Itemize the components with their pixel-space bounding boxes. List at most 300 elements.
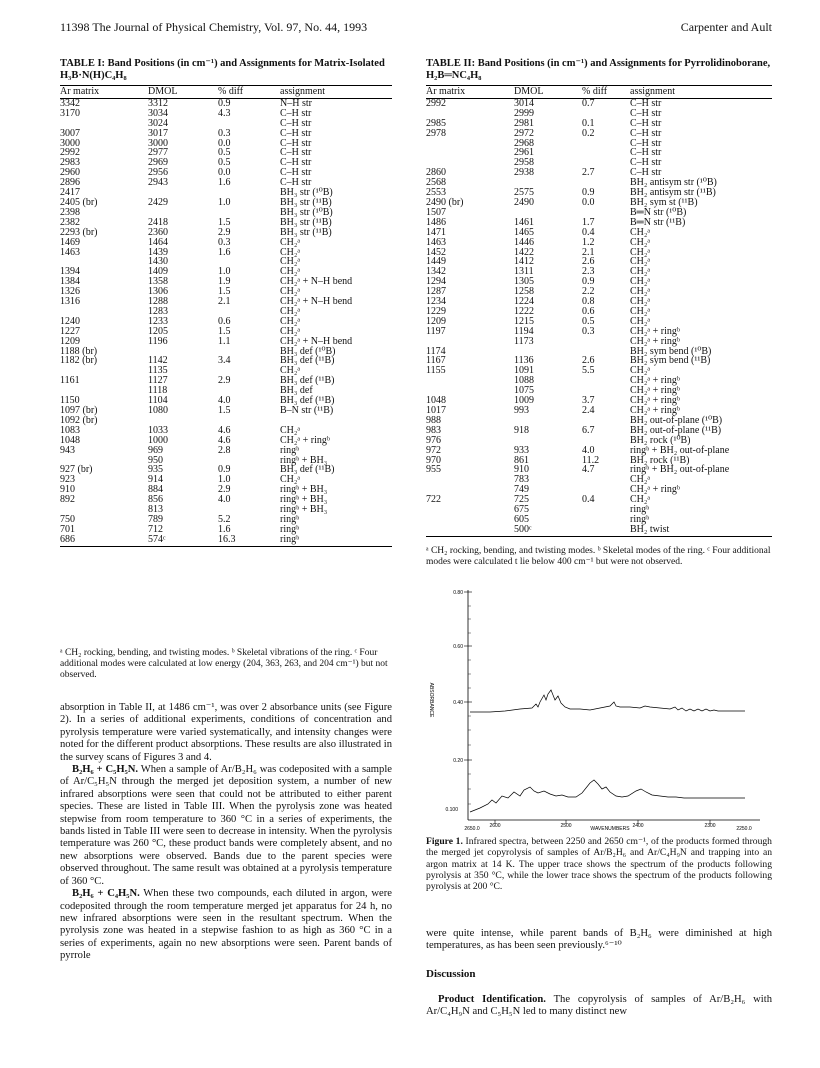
x-axis-label: WAVENUMBERS [590,826,630,832]
table2-header: Ar matrix [426,86,514,99]
table2-cell: CH₂ᵃ [630,494,651,506]
table1-row [60,297,392,307]
table1-cell: 2398 [60,206,80,218]
table2-row [426,426,772,436]
paragraph-text: The copyrolysis of samples of Ar/B₂H₆ with Ar/C₄H₉N and C₅H₅N led to many distinct new [426,994,772,1018]
table2-cell: 0.1 [582,117,595,129]
table1-cell: 950 [148,454,163,466]
table1-cell: 3170 [60,107,80,119]
table1-cell: 2.8 [218,444,231,456]
table2-cell: 605 [514,513,529,525]
table1-row [60,109,392,119]
table1-cell: 1135 [148,365,168,377]
table1-cell: 1.5 [218,325,231,337]
table2-cell: CH₂ᵃ [630,236,651,248]
table2-cell [426,475,514,485]
table2-row [426,228,772,238]
table1-cell: 4.0 [218,395,231,407]
table2-cell: 2985 [426,117,446,129]
table1-cell: 0.0 [218,137,231,149]
table1-row [60,356,392,366]
table2-cell: 0.5 [582,315,595,327]
y-tick-labels [445,590,463,813]
table2-cell: 500ᶜ [514,525,582,536]
table2-cell: 1009 [514,395,534,407]
table2-cell: BH₂ antisym str (¹¹B) [630,187,716,199]
table2-cell: C–H str [630,167,662,179]
table1-cell: ringᵇ + BH₃ [280,494,328,506]
table2-cell: C–H str [630,137,662,149]
table2-cell: 1446 [514,236,534,248]
table2-cell: 2.1 [582,246,595,258]
table1-cell: 0.6 [218,315,231,327]
table2-cell: ringᵇ [630,504,650,516]
table1-cell: C–H str [280,117,312,129]
table1-cell: ringᵇ [280,535,392,546]
table1-cell: 0.3 [218,236,231,248]
table2-row [426,446,772,456]
table1-cell: 701 [60,523,75,535]
table2-cell: 1173 [514,335,534,347]
table1-cell: 1.9 [218,276,231,288]
table1-cell: 1316 [60,296,80,308]
table2-cell: 2961 [514,147,534,159]
x-tick-label: 2250.0 [736,826,752,832]
table2-cell: CH₂ᵃ [630,365,651,377]
table2-row [426,366,772,376]
table1-cell: ringᵇ + BH₃ [280,504,328,516]
table2-cell [426,505,514,515]
table1-header: DMOL [148,86,218,99]
table1-cell: CH₂ᵃ + N–H bend [280,335,353,347]
table1-cell: 1080 [148,405,168,416]
table2-cell: CH₂ᵃ + ringᵇ [630,325,680,337]
table2-cell: 2.4 [582,405,595,416]
table2-cell: BH₂ sym bend (¹⁰B) [630,345,712,357]
table2-row [426,277,772,287]
table1-cell: C–H str [280,127,312,139]
table2-row [426,505,772,515]
table1-cell: B–N str (¹¹B) [280,405,334,416]
table1-cell: 1182 (br) [60,355,98,367]
table2-cell: 0.4 [582,226,595,238]
table2-cell: 993 [514,405,529,416]
table2-cell: 0.6 [582,305,595,317]
table2-cell: 972 [426,444,441,456]
table1-cell: CH₂ᵃ [280,424,301,436]
table2-cell: 2938 [514,167,534,179]
table2-cell: 0.9 [582,276,595,288]
table1-cell: 1118 [148,385,168,397]
table1-cell: 3034 [148,107,168,119]
table1-cell: 2977 [148,147,168,159]
table2-row [426,386,772,396]
table1-cell: 2983 [60,157,80,169]
body-paragraph [60,702,392,764]
table2-cell: CH₂ᵃ [630,286,651,298]
paragraph-text: When a sample of Ar/B₂H₆ was codeposited with a sample of Ar/C₅H₅N through the merged jet deposition system, a number of new infrared absorptions were seen that could not be attributed to either parent species. These are listed in Table III. When the pyrolysis zone was heated stepwise from room temperature to 360 °C in a series of experiments, the bands listed in Table III were seen to decrease in intensity. When the pyrolysis temperature was 260 °C, these product bands were completely absent, and no new absorptions were observed. Bands due to the parent species were observed throughout. The same result was obtained at a pyrolysis temperature of 360 °C. [60,764,392,887]
table1-cell: 3000 [60,137,80,149]
table1-cell: 750 [60,513,75,525]
table2-cell: ringᵇ [630,513,650,525]
table1-row [60,376,392,386]
table1-cell: CH₂ᵃ + N–H bend [280,276,353,288]
table1-cell: 2.9 [218,226,231,238]
table1-row [60,406,392,416]
table1-cell: C–H str [280,157,312,169]
table1-cell: CH₂ᵃ [280,266,301,278]
table2-row [426,267,772,277]
table1-cell: 0.5 [218,157,231,169]
table2-cell [426,515,514,525]
table2-header: assignment [630,86,772,99]
table1-cell: BH₃ str (¹⁰B) [280,206,333,218]
table1-cell: 1288 [148,296,168,308]
table1-cell: ringᵇ + BH₃ [280,484,328,496]
y-tick-label: 0.20 [453,758,463,764]
table2-cell: 3014 [514,97,534,109]
table1-cell: 884 [148,484,163,496]
table2-cell: CH₂ᵃ [630,266,651,278]
table1-cell: 1097 (br) [60,405,98,416]
table2-cell: BH₂ out-of-plane (¹⁰B) [630,414,723,426]
table2-row [426,297,772,307]
table1-cell: 1142 [148,355,168,367]
table2-cell: 970 [426,454,441,466]
table1-cell: 1.5 [218,405,231,416]
table2-cell: C–H str [630,127,662,139]
figure1-caption-lead: Figure 1. [426,836,463,847]
table2-cell: ringᵇ + BH₂ out-of-plane [630,444,730,456]
table2-cell: C–H str [630,107,662,119]
table1-cell: BH₃ str (¹¹B) [280,226,332,238]
table2-row [426,188,772,198]
table2-cell: 2978 [426,127,446,139]
table2-cell: 2.6 [582,256,595,268]
table2-cell: 1136 [514,355,534,367]
table2-cell: 2.6 [582,355,595,367]
table2-cell: BH₂ twist [630,525,772,536]
table1-cell: 2405 (br) [60,196,98,208]
table2-cell: BH₂ out-of-plane (¹¹B) [630,424,722,436]
table1-cell: 16.3 [218,535,280,546]
body-paragraph: were quite intense, while parent bands of B₂H₆ were diminished at high temperatures, as has been seen previously.⁶⁻¹⁰ [426,928,772,952]
table2-cell [582,139,630,149]
table2-cell: 2968 [514,137,534,149]
table2-row [426,475,772,485]
paragraph-lead: Product Identification. [438,994,546,1005]
table2-row [426,257,772,267]
table1-cell: 910 [60,484,75,496]
table2-row [426,465,772,475]
paragraph-text: When these two compounds, each diluted in argon, were codeposited through the room temperature merged jet apparatus for 24 h, no new infrared absorptions were seen in the resultant spectrum. When the pyrolysis zone was heated in a stepwise fashion to as high as 360 °C in a series of experiments, again no new absorptions were seen. Parent bands of pyrrole [60,888,392,962]
table2-cell [426,139,514,149]
table1-cell: BH₃ str (¹¹B) [280,216,332,228]
table1-cell: CH₂ᵃ [280,325,301,337]
table1-cell: 969 [148,444,163,456]
table2-cell [426,525,514,536]
table1-cell: CH₂ᵃ + ringᵇ [280,434,330,446]
table1-cell: 1233 [148,315,168,327]
table1-cell: 2992 [60,147,80,159]
table1-cell: ringᵇ [280,523,300,535]
table2-cell [582,337,630,347]
table2-cell: 1167 [426,355,446,367]
table1-cell: 1083 [60,424,80,436]
table2-row [426,218,772,228]
table1-cell: C–H str [280,177,312,189]
table2-cell [426,376,514,386]
table1-cell: BH₃ def (¹¹B) [280,355,335,367]
table1-cell: 686 [60,535,148,546]
table2-cell: 2553 [426,187,446,199]
paragraph-text: absorption in Table II, at 1486 cm⁻¹, was over 2 absorbance units (see Figure 2). In a series of additional experiments, conditions of concentration and pyrolysis temperature were varied systematically, and intensity changes were noted for the different product absorptions. These results are also illustrated in the survey scans of Figures 3 and 4. [60,702,392,763]
table2-cell: 0.7 [582,97,595,109]
table2-row [426,178,772,188]
table1-cell: 2.9 [218,375,231,387]
table1-cell: 2.9 [218,484,231,496]
table1-cell: C–H str [280,137,312,149]
table1-cell: 1227 [60,325,80,337]
table1-footnote: ᵃ CH₂ rocking, bending, and twisting modes. ᵇ Skeletal vibrations of the ring. ᶜ Four additional modes were calculated at low energy (204, 363, 263, and 204 cm⁻¹) but not observed. [60,648,388,680]
table1-cell: 3024 [148,117,168,129]
table2-row [426,148,772,158]
table1-cell: CH₂ᵃ [280,236,301,248]
table1-cell: 1048 [60,434,80,446]
table2-cell: 2972 [514,127,534,139]
body-text-left [60,702,392,963]
table1-cell: 2417 [60,187,80,199]
table1-cell: 1127 [148,375,168,387]
table2-cell: 1294 [426,276,446,288]
table2-cell: 1075 [514,385,534,397]
table1-header: Ar matrix [60,86,148,99]
table2-cell: CH₂ᵃ [630,256,651,268]
table2-cell: CH₂ᵃ + ringᵇ [630,375,680,387]
table2-cell [582,515,630,525]
x-tick-label: 2500 [560,823,572,829]
table2-cell: 2992 [426,97,446,109]
table2-cell: 1215 [514,315,534,327]
table1-cell: 4.3 [218,107,231,119]
table2-cell: C–H str [630,117,662,129]
table2-cell [582,148,630,158]
table2-cell: 1471 [426,226,446,238]
table2-row [426,248,772,258]
table2-cell: CH₂ᵃ + ringᵇ [630,484,680,496]
table2-row [426,376,772,386]
table2-cell: 3.7 [582,395,595,407]
table1-cell: 943 [60,444,75,456]
table1-cell: 3342 [60,97,80,109]
table2-cell: CH₂ᵃ [630,296,651,308]
table1-cell: 813 [148,504,163,516]
table2-header: DMOL [514,86,582,99]
figure1-caption [426,836,772,892]
table2-cell [582,475,630,485]
table2-cell: 955 [426,464,441,476]
y-tick-label: 0.80 [453,590,463,596]
table2-cell: 1287 [426,286,446,298]
table2-cell: B═N str (¹¹B) [630,216,686,228]
table2-cell: 1465 [514,226,534,238]
table2-cell: 1048 [426,395,446,407]
table2-cell: BH₂ rock (¹⁰B) [630,434,691,446]
table2-row [426,515,772,525]
table1-cell: ringᵇ [280,444,300,456]
table2-cell: 1091 [514,365,534,377]
table1-cell: 1384 [60,276,80,288]
section-heading-discussion: Discussion [426,968,476,980]
table1-cell: CH₂ᵃ [280,256,301,268]
table1-cell: 1.0 [218,266,231,278]
table1-cell: 3007 [60,127,80,139]
table2-cell: 783 [514,474,529,486]
table2-row [426,287,772,297]
table1-cell: 1000 [148,434,168,446]
table1-header: % diff [218,86,280,99]
table1-cell: 2293 (br) [60,226,98,238]
table1-cell: 923 [60,474,75,486]
x-tick-labels [464,823,752,832]
table1-cell: BH₃ def (¹¹B) [280,395,335,407]
table2-cell: 2575 [514,187,534,199]
table2-cell: 1422 [514,246,534,258]
table2-cell: 2568 [426,177,446,189]
table1-cell: ringᵇ [280,513,300,525]
table2-row [426,317,772,327]
table2-cell: 976 [426,434,441,446]
body-paragraph [426,994,772,1019]
table2-row [426,396,772,406]
table1-cell: CH₂ᵃ [280,315,301,327]
table1-cell: BH₃ def (¹¹B) [280,375,335,387]
table1-cell: CH₂ᵃ [280,286,301,298]
table2-cell: CH₂ᵃ + ringᵇ [630,385,680,397]
table2-cell: 918 [514,424,529,436]
table2-row [426,356,772,366]
table2-cell: 2981 [514,117,534,129]
table1-cell: 1430 [148,256,168,268]
table2-cell: 5.5 [582,365,595,377]
table1-row [60,238,392,248]
table1-cell: 3312 [148,97,168,109]
table2-cell: 4.0 [582,444,595,456]
body-text-right-2 [426,994,772,1019]
table2-cell: 1507 [426,206,446,218]
table1-cell: 1.1 [218,335,231,347]
table2-cell: ringᵇ + BH₂ out-of-plane [630,464,730,476]
table2-cell: 1258 [514,286,534,298]
table1-cell: 892 [60,494,75,506]
table2-row [426,119,772,129]
table1-cell: 1.5 [218,216,231,228]
table1-cell: 1205 [148,325,168,337]
table1-cell: BH₃ def (¹⁰B) [280,345,336,357]
table1-cell: 1.6 [218,246,231,258]
table2-cell: 988 [426,414,441,426]
table2-row [426,347,772,357]
table1-cell: 3.4 [218,355,231,367]
table2-footnote: ᵃ CH₂ rocking, bending, and twisting modes. ᵇ Skeletal modes of the ring. ᶜ Four additional modes were calculated t lie below 400 cm⁻¹ but were not observed. [426,546,771,567]
table1-cell: 3017 [148,127,168,139]
table1-row [60,535,392,546]
table2-cell: C–H str [630,157,662,169]
table1-cell: CH₂ᵃ [280,246,301,258]
table1-caption: TABLE I: Band Positions (in cm⁻¹) and Assignments for Matrix-Isolated H₃B·N(H)C₄H₈ [60,58,385,81]
table1-cell: 927 (br) [60,464,93,476]
table1-cell: 4.6 [218,424,231,436]
table1-cell: 2429 [148,196,168,208]
table2-row [426,238,772,248]
table2-cell [582,376,630,386]
table1-cell: C–H str [280,147,312,159]
table2-header: % diff [582,86,630,99]
table2-cell: 2999 [514,107,534,119]
table2-cell: 0.0 [582,196,595,208]
table1-cell: 2956 [148,167,168,179]
table2-row [426,139,772,149]
table1-cell: 0.9 [218,97,231,109]
body-paragraph [60,888,392,962]
table2-row [426,208,772,218]
figure1-caption-text: Infrared spectra, between 2250 and 2650 cm⁻¹, of the products formed through the merged jet copyrolysis of samples of Ar/B₂H₆ and Ar/C₄H₉N and trapping into an argon matrix at 14 K. The upper trace shows the spectrum of the products following pyrolysis at 350 °C, while the lower trace shows the spectrum of the products following pyrolysis at 200 °C. [426,836,772,893]
table2-cell: CH₂ᵃ [630,246,651,258]
x-ticks [495,820,710,824]
table2-row [426,525,772,536]
table1-cell: 2418 [148,216,168,228]
table2-cell: 1461 [514,216,534,228]
table1-cell: 1209 [60,335,80,347]
table1-cell: 1092 (br) [60,414,98,426]
table2-cell: CH₂ᵃ [630,474,651,486]
table2-cell: 2.7 [582,167,595,179]
table1-cell: 1.5 [218,286,231,298]
table2-cell: 910 [514,464,529,476]
table2-row [426,307,772,317]
table1-cell: 1469 [60,236,80,248]
table2-cell: 1486 [426,216,446,228]
table1 [60,85,392,547]
table1-cell: 1161 [60,375,80,387]
table2-cell: 2860 [426,167,446,179]
table2-cell: CH₂ᵃ + ringᵇ [630,335,680,347]
table1-cell: CH₂ᵃ [280,365,301,377]
table1-cell: 856 [148,494,163,506]
table1-cell: 2896 [60,177,80,189]
body-paragraph [60,764,392,888]
table2-row [426,337,772,347]
table1-cell: 0.5 [218,147,231,159]
table1-cell: 1463 [60,246,80,258]
table1-cell: 1394 [60,266,80,278]
table1-cell: BH₃ str (¹⁰B) [280,187,333,199]
table2-cell: 1197 [426,325,446,337]
table1-cell: 1283 [148,305,168,317]
table1-cell: 789 [148,513,163,525]
table2-cell: 722 [426,494,441,506]
table1-cell: 574ᶜ [148,535,218,546]
table2-cell: 0.4 [582,494,595,506]
table2-cell: 4.7 [582,464,595,476]
table1-cell: 914 [148,474,163,486]
y-tick-label: 0.60 [453,644,463,650]
table1-cell: 1409 [148,266,168,278]
table2-cell: 2490 (br) [426,196,464,208]
table2-cell: 1222 [514,305,534,317]
table1-cell: 1.6 [218,177,231,189]
table2-cell: CH₂ᵃ [630,305,651,317]
